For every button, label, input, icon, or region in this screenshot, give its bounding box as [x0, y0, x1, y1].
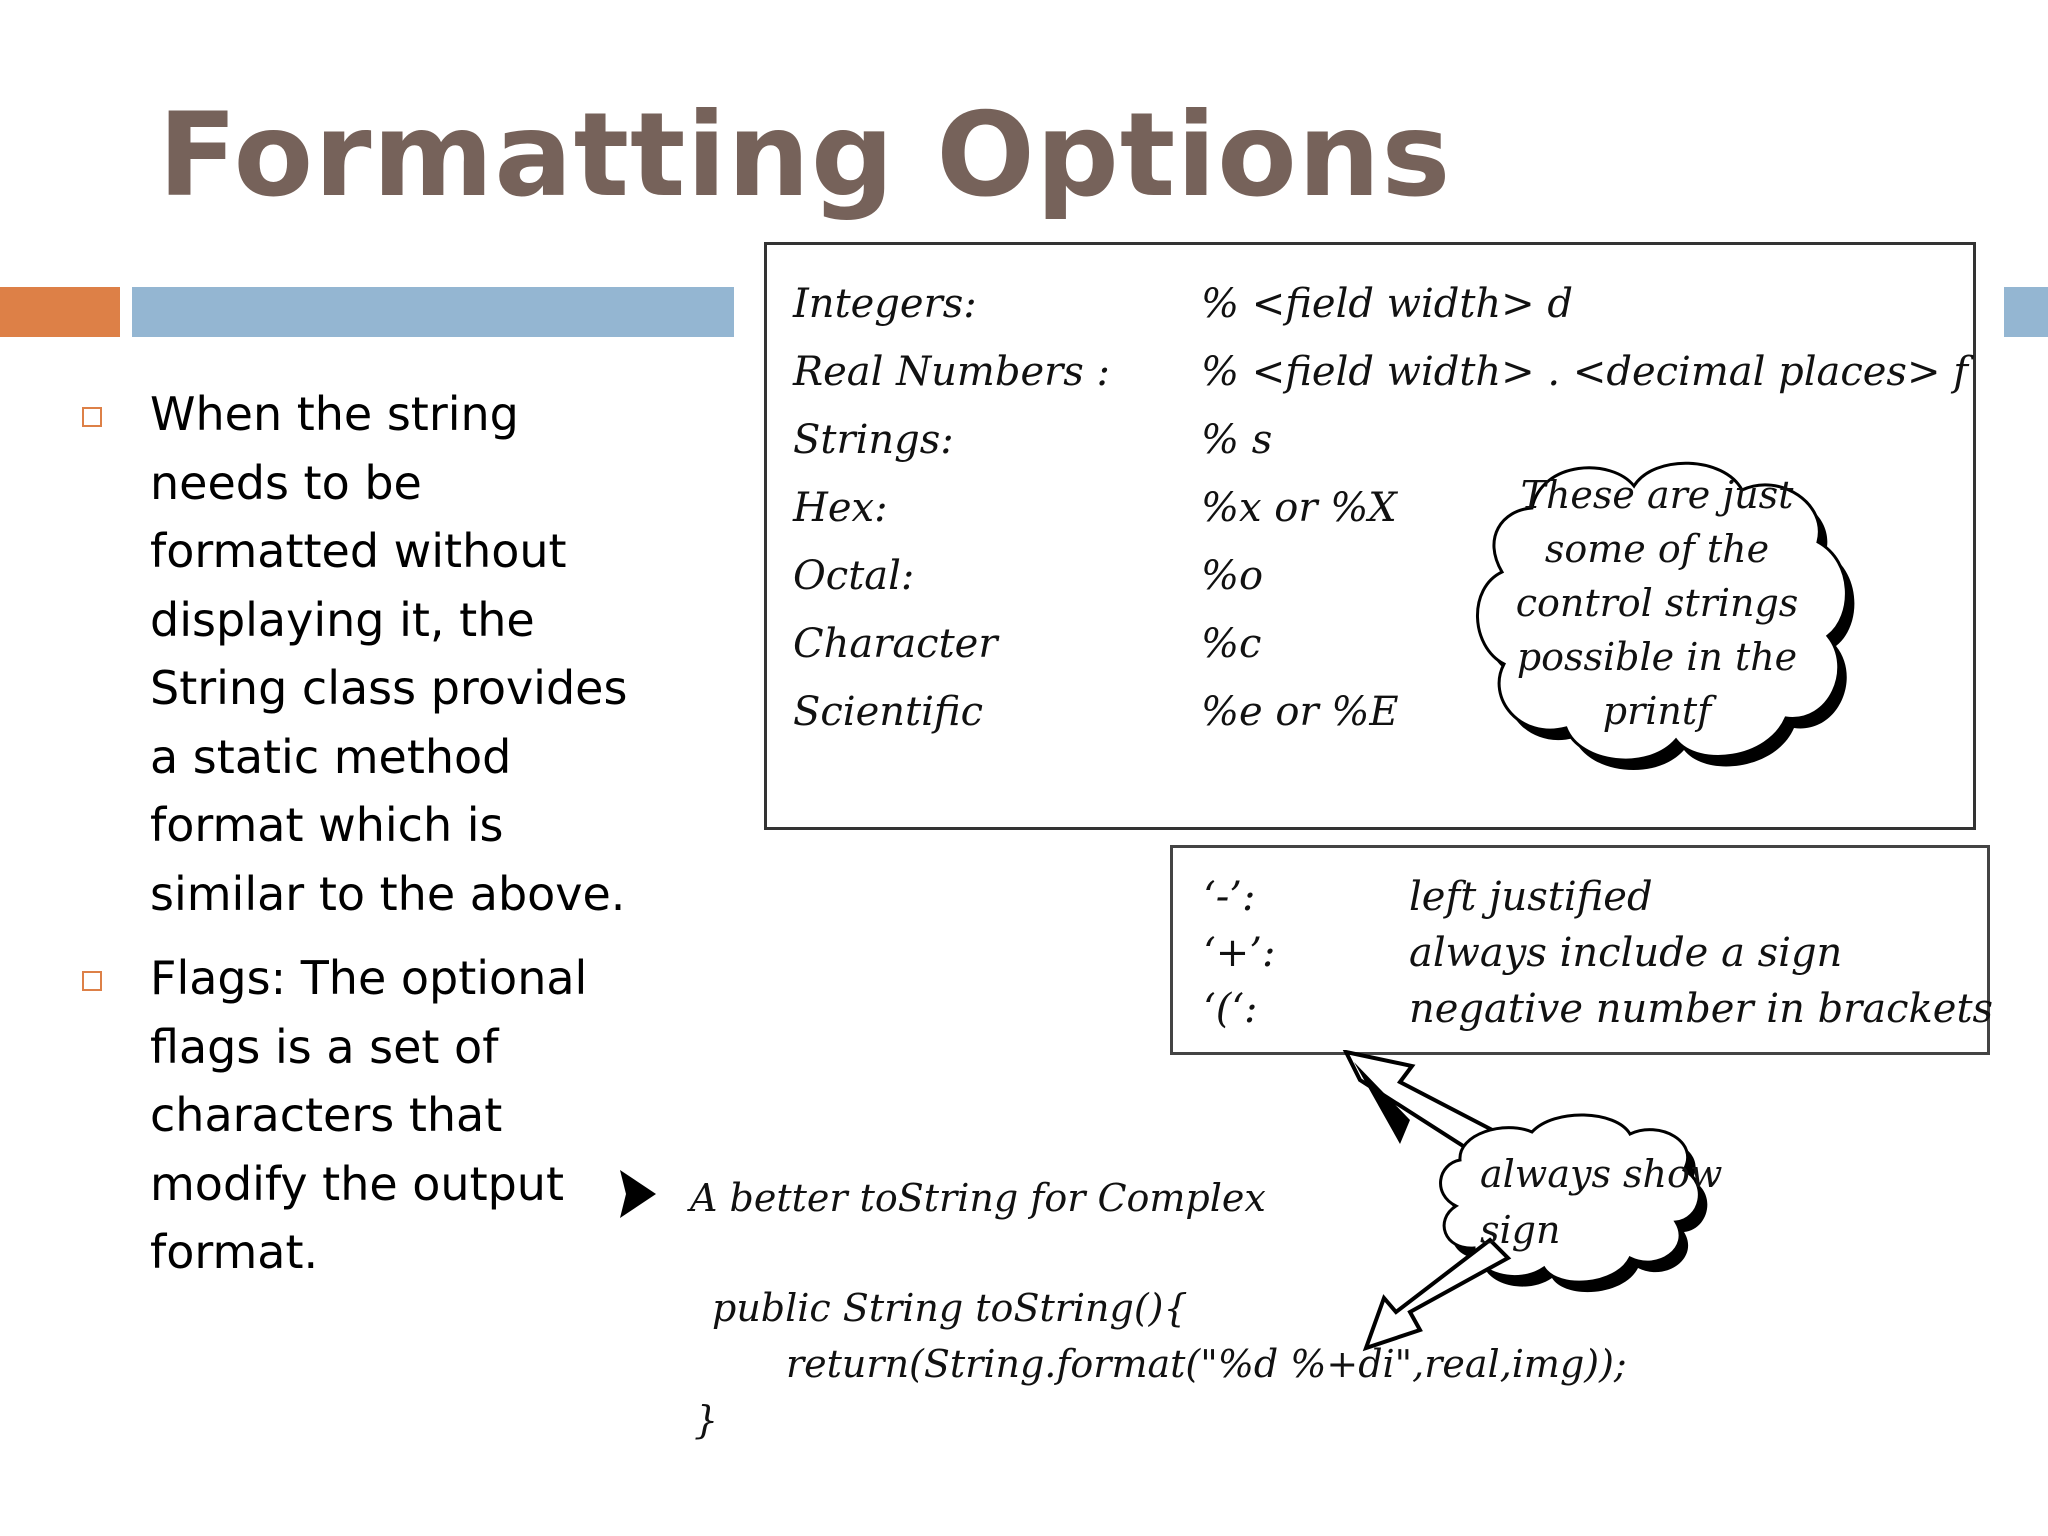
row-label: Integers:	[793, 281, 977, 327]
row-code: %e or %E	[1201, 689, 1399, 735]
flag-symbol: ‘(‘:	[1203, 986, 1258, 1032]
flag-meaning: left justified	[1409, 874, 1653, 920]
example-caption: A better toString for Complex	[690, 1176, 1266, 1220]
row-code: % <field width> d	[1201, 281, 1574, 327]
code-line: }	[694, 1398, 719, 1442]
row-label: Hex:	[793, 485, 888, 531]
code-line: public String toString(){	[712, 1286, 1188, 1330]
cloud-line: These are just	[1520, 473, 1794, 517]
row-label: Real Numbers :	[793, 349, 1110, 395]
row-label: Strings:	[793, 417, 954, 463]
row-code: % <field width> . <decimal places> f	[1201, 349, 1968, 395]
pointer-arrow-icon	[618, 1168, 658, 1220]
bullet-item	[76, 380, 636, 928]
bullet-item	[76, 944, 636, 1287]
arrow-cloud-note	[1480, 1146, 1722, 1258]
row-code: %c	[1201, 621, 1262, 667]
row-code: % s	[1201, 417, 1273, 463]
cloud-line: sign	[1480, 1208, 1561, 1252]
cloud-line: some of the	[1544, 527, 1770, 571]
row-label: Character	[793, 621, 998, 667]
cloud-note	[1482, 468, 1832, 738]
cloud-line: control strings	[1515, 581, 1799, 625]
cloud-line: printf	[1602, 689, 1712, 733]
flags-box	[1170, 845, 1994, 1055]
accent-bar-blue-left	[132, 287, 734, 337]
row-label: Octal:	[793, 553, 915, 599]
row-label: Scientific	[793, 689, 983, 735]
row-code: %x or %X	[1201, 485, 1397, 531]
flag-symbol: ‘+’:	[1203, 930, 1276, 976]
bullet-text: When the string needs to be formatted without displaying it, the String class provides a static method format which is similar to the above.	[150, 387, 628, 921]
bullet-list	[76, 380, 636, 1303]
slide-title: Formatting Options	[158, 88, 1452, 223]
accent-bar-orange	[0, 287, 120, 337]
row-code: %o	[1201, 553, 1264, 599]
cloud-line: always show	[1480, 1152, 1723, 1196]
flag-meaning: negative number in brackets	[1409, 986, 1994, 1032]
bullet-square-icon	[82, 971, 102, 991]
flag-symbol: ‘-’:	[1203, 874, 1256, 920]
cloud-line: possible in the	[1516, 635, 1798, 679]
accent-bar-blue-right	[2004, 287, 2048, 337]
flag-meaning: always include a sign	[1409, 930, 1843, 976]
bullet-square-icon	[82, 407, 102, 427]
bullet-text: Flags: The optional flags is a set of characters that modify the output format.	[150, 951, 588, 1279]
code-line: return(String.format("%d %+di",real,img));	[786, 1342, 1627, 1386]
